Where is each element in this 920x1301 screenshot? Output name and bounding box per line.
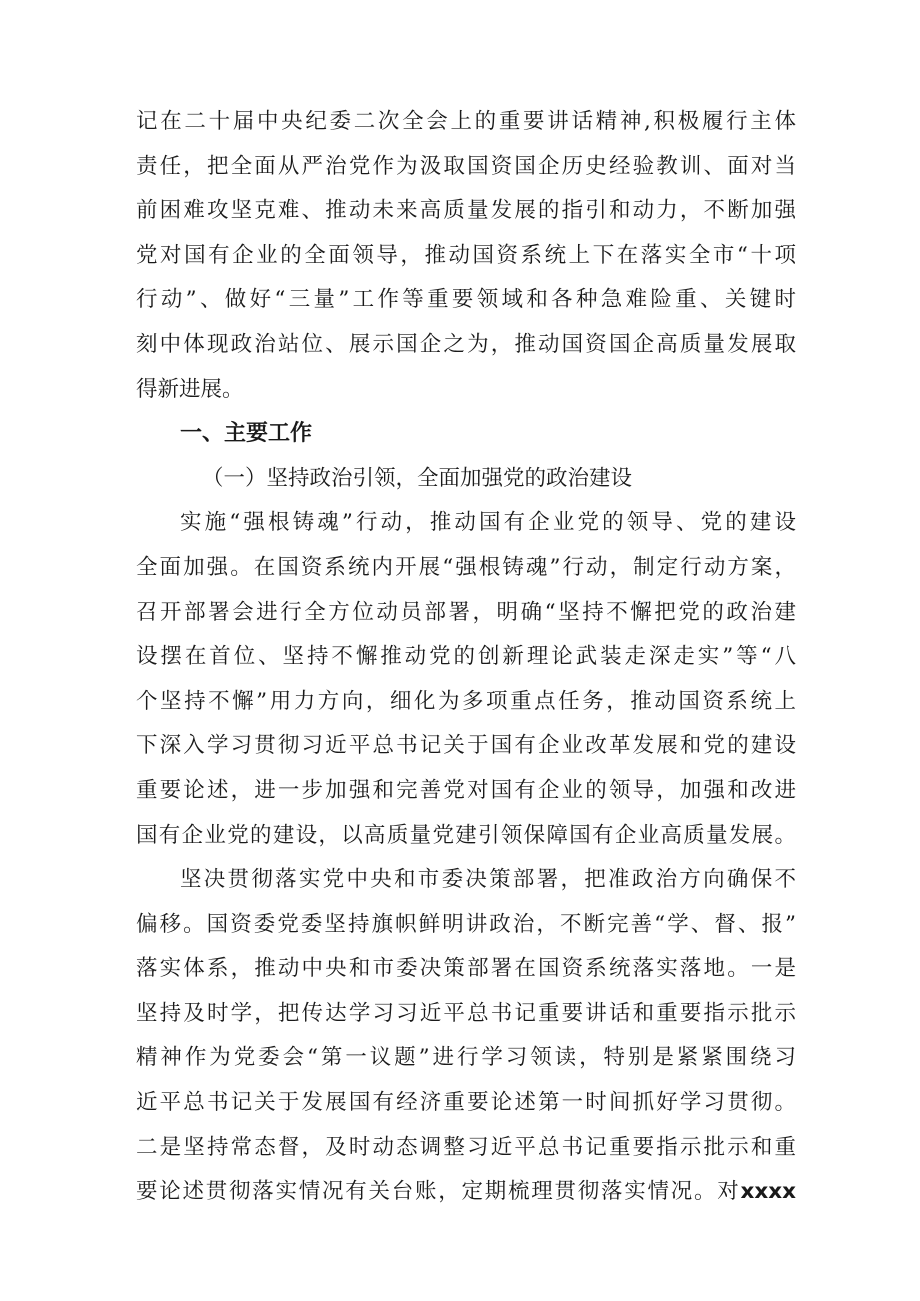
text-line: 偏移。国资委党委坚持旗帜鲜明讲政治，不断完善“学、督、报” xyxy=(136,911,796,937)
paragraph-two xyxy=(136,858,796,1215)
text-line: 得新进展。 xyxy=(136,376,244,402)
document-body xyxy=(136,100,796,1215)
text-line: 二是坚持常态督，及时动态调整习近平总书记重要指示批示和重 xyxy=(136,1134,796,1160)
text-line: 党对国有企业的全面领导，推动国资系统上下在落实全市“十项 xyxy=(136,242,796,268)
text-line: 落实体系，推动中央和市委决策部署在国资系统落实落地。一是 xyxy=(136,956,796,982)
text-line-body: 要论述贯彻落实情况有关台账，定期梳理贯彻落实情况。对 xyxy=(136,1179,741,1205)
text-line: 行动”、做好“三量”工作等重要领域和各种急难险重、关键时 xyxy=(136,287,796,313)
text-line: 精神作为党委会“第一议题”进行学习领读，特别是紧紧围绕习 xyxy=(136,1045,796,1071)
text-line: 责任，把全面从严治党作为汲取国资国企历史经验教训、面对当 xyxy=(136,153,796,179)
intro-paragraph xyxy=(136,100,796,412)
text-line: 全面加强。在国资系统内开展“强根铸魂”行动，制定行动方案， xyxy=(136,554,796,580)
text-line: 设摆在首位、坚持不懈推动党的创新理论武装走深走实”等“八 xyxy=(136,644,796,670)
paragraph-one xyxy=(136,501,796,858)
redacted-placeholder: xxxx xyxy=(740,1179,796,1205)
section-title: 一、主要工作 xyxy=(180,421,313,447)
text-line: 刻中体现政治站位、展示国企之为，推动国资国企高质量发展取 xyxy=(136,331,796,357)
text-line: 记在二十届中央纪委二次全会上的重要讲话精神,积极履行主体 xyxy=(136,109,796,134)
subsection-title: （一）坚持政治引领，全面加强党的政治建设 xyxy=(202,465,633,491)
text-line: 召开部署会进行全方位动员部署，明确“坚持不懈把党的政治建 xyxy=(136,599,796,625)
text-line: 近平总书记关于发展国有经济重要论述第一时间抓好学习贯彻。 xyxy=(136,1090,796,1116)
text-line: 个坚持不懈”用力方向，细化为多项重点任务，推动国资系统上 xyxy=(136,688,796,714)
text-line: 坚持及时学，把传达学习习近平总书记重要讲话和重要指示批示 xyxy=(136,1000,796,1026)
text-line: 前困难攻坚克难、推动未来高质量发展的指引和动力，不断加强 xyxy=(136,198,796,224)
text-line: 坚决贯彻落实党中央和市委决策部署，把准政治方向确保不 xyxy=(180,867,796,893)
text-line: 下深入学习贯彻习近平总书记关于国有企业改革发展和党的建设 xyxy=(136,733,796,759)
text-line: 国有企业党的建设，以高质量党建引领保障国有企业高质量发展。 xyxy=(136,822,796,848)
text-line: 重要论述，进一步加强和完善党对国有企业的领导，加强和改进 xyxy=(136,777,796,803)
text-line: 实施“强根铸魂”行动，推动国有企业党的领导、党的建设 xyxy=(180,510,796,536)
text-line xyxy=(136,1170,796,1215)
